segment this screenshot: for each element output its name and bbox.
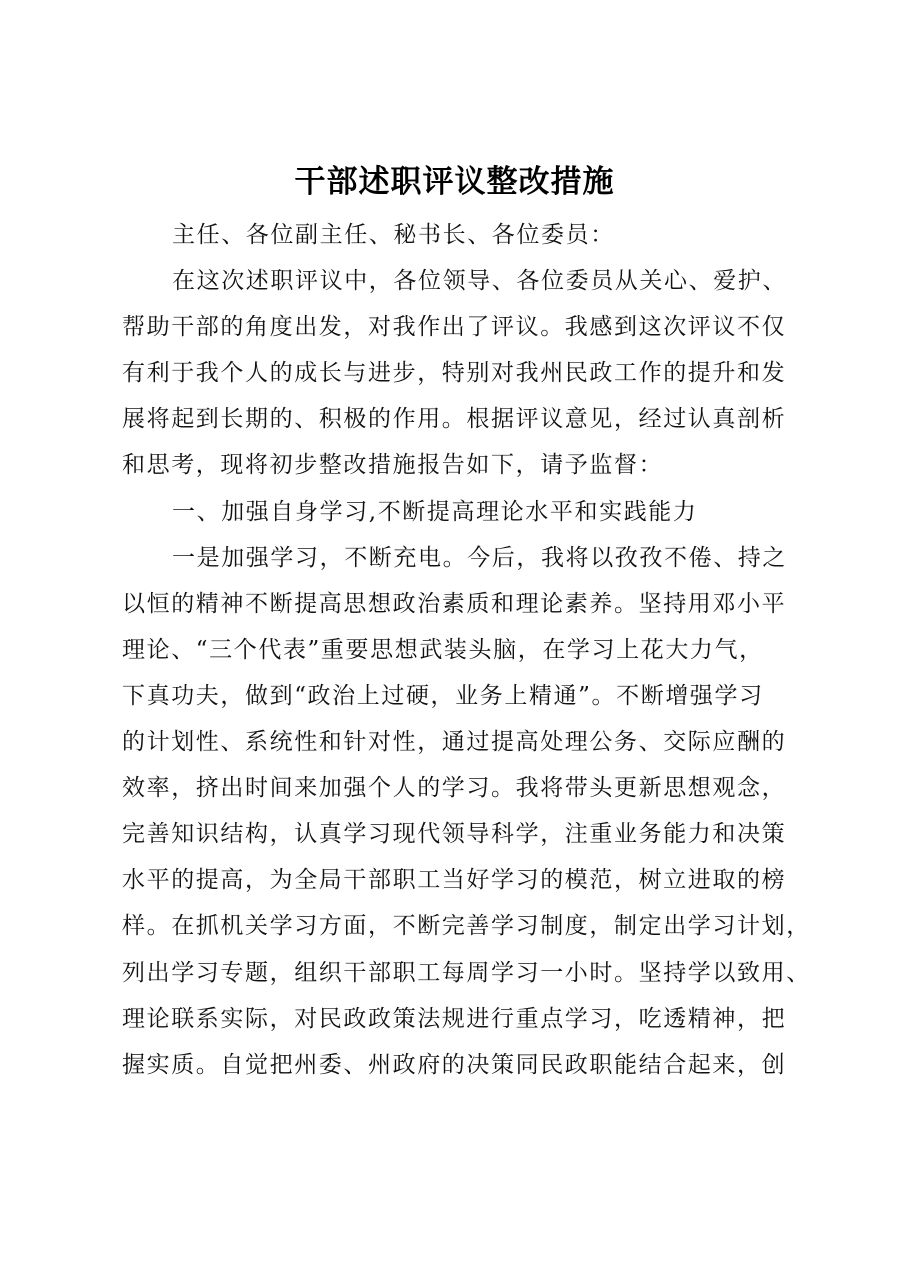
text-line: 在这次述职评议中，各位领导、各位委员从关心、爱护、 [172, 268, 787, 295]
text-line: 理论、“三个代表”重要思想武装头脑，在学习上花大力气， [122, 636, 764, 663]
text-line: 握实质。自觉把州委、州政府的决策同民政职能结合起来，创 [122, 1051, 787, 1078]
text-line: 完善知识结构，认真学习现代领导科学，注重业务能力和决策 [122, 821, 787, 848]
document-title: 干部述职评议整改措施 [294, 164, 615, 200]
document-body [122, 212, 811, 1088]
text-line: 下真功夫，做到“政治上过硬，业务上精通”。不断增强学习 [122, 682, 764, 709]
text-line: 理论联系实际，对民政政策法规进行重点学习，吃透精神，把 [122, 1005, 787, 1032]
text-line: 展将起到长期的、积极的作用。根据评议意见，经过认真剖析 [122, 406, 787, 433]
text-line: 效率，挤出时间来加强个人的学习。我将带头更新思想观念， [122, 775, 787, 802]
text-line: 一是加强学习，不断充电。今后，我将以孜孜不倦、持之 [172, 544, 787, 571]
text-line: 以恒的精神不断提高思想政治素质和理论素养。坚持用邓小平 [122, 590, 787, 617]
section-heading: 一、加强自身学习,不断提高理论水平和实践能力 [172, 498, 698, 525]
text-line: 样。在抓机关学习方面，不断完善学习制度，制定出学习计划， [122, 913, 811, 940]
text-line: 和思考，现将初步整改措施报告如下，请予监督： [122, 452, 664, 479]
text-line: 帮助干部的角度出发，对我作出了评议。我感到这次评议不仅 [122, 314, 787, 341]
text-line: 水平的提高，为全局干部职工当好学习的模范，树立进取的榜 [122, 867, 787, 894]
text-line: 的计划性、系统性和针对性，通过提高处理公务、交际应酬的 [122, 729, 787, 756]
text-line: 有利于我个人的成长与进步，特别对我州民政工作的提升和发 [122, 360, 787, 387]
text-line: 列出学习专题，组织干部职工每周学习一小时。坚持学以致用、 [122, 959, 811, 986]
text-line: 主任、各位副主任、秘书长、各位委员： [172, 222, 615, 248]
